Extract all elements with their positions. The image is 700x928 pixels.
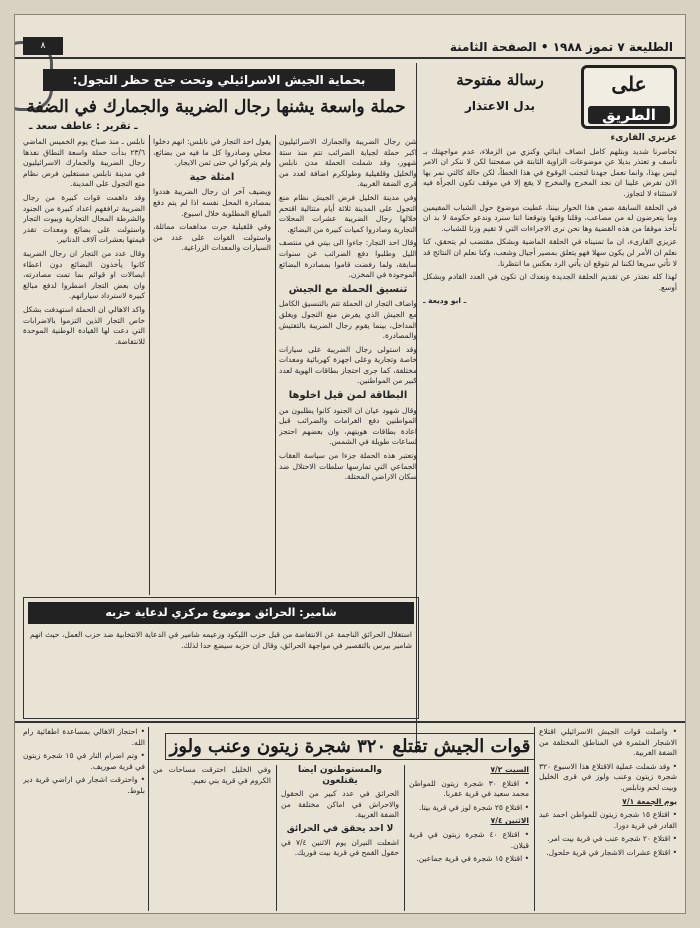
paragraph: وقد داهمت قوات كبيرة من رجال الضريبة ترافقهم اعداد كبيرة من الجنود والشرطة المحال التجارية وبيوت التجار واستولت على بضائع ومعدات تقدر قيمتها بعشرات آلاف الدنانير. xyxy=(23,192,145,245)
list-item: • وتم اضرام النار في ١٥ شجرة زيتون في قرية صوريف. xyxy=(23,751,145,772)
subhead-settlers: والمستوطنون ايضا يقتلعون xyxy=(298,765,382,786)
essay-paragraph: تحاصرنا شديد وبتلهم كامل انصاف ابنائي وكنزي من الزملاء، عدم مواجهتك بـ تأسف و تعتذر بديلا عن موضوعات الزاوية الثابتة في صفحتنا لكن لا ننكر ان الامر ليس بهذا، وانما نعمل جهدنا لتجنب الوقوع في هذا الخطأ، لكن حالة كالتي نمر بها الان تفرض علينا ان نجد المخرج والمخرج لا يقع إلا في موقف تكون الجرأة فيه لاستثناء لا لتجاوز. xyxy=(423,146,677,198)
column-rule xyxy=(149,135,150,595)
main-col-left xyxy=(23,137,145,591)
paragraph: وقال احد التجار: جاءوا الى بيتي في منتصف الليل وطلبوا دفع الضرائب عن سنوات سابقة، ولما رفضت قاموا بمصادرة البضائع الموجودة في المخزن. xyxy=(279,238,417,280)
essay-paragraph: لهذا كله نعتذر عن تقديم الحلقة الجديدة ونعدك ان تكون في العدد القادم وبشكل أوسع. xyxy=(423,272,677,292)
logo-top-text: على xyxy=(611,72,647,96)
essay-paragraph: في الحلقة السابقة ضمن هذا الحوار بيننا، غطيت موضوع حول الشباب المقيمين وما يتعرضون له من مصاعب، وقلنا وقتها وتوقعنا اننا سنرد وندعو حكومة لا بد ان تأخذ موقفا من هذه القضية وها نحن نرى الاجراءات التي لا تقيم وزنا للشباب. xyxy=(423,202,677,233)
list-item: • اقتلاع ٢٠ شجرة عنب في قرية بيت امر. xyxy=(539,834,677,845)
main-col-middle xyxy=(153,137,271,591)
subhead-id-cards: البطاقة لمن قيل اخلوها xyxy=(288,390,408,402)
paragraph: واضاف التجار ان الحملة تتم بالتنسيق الكامل مع الجيش الذي يفرض منع التجول ويغلق المداخل، بينما يقوم رجال الضريبة بالتفتيش والمصادرة. xyxy=(279,299,417,341)
paragraph: الحرائق في عدد كبير من الحقول والاحراش في اماكن مختلفة من الضفة الغربية. xyxy=(281,789,399,820)
byline: ـ تقرير : عاطف سعد ـ xyxy=(29,121,138,132)
list-item: • اقتلاع ١٥ شجرة زيتون للمواطن احمد عبد القادر في قرية دورا. xyxy=(539,810,677,831)
paragraph: وفي مدينة الخليل فرض الجيش نظام منع التجول على المدينة ثلاثة أيام متتالية اقتحم خلالها رجال الضريبة عشرات المحلات التجارية وصادروا كميات كبيرة من البضائع. xyxy=(279,192,417,234)
section-rule xyxy=(15,721,685,723)
list-item: • اقتلاع ١٥ شجرة في قرية جماعين. xyxy=(409,854,529,865)
bottom-col-mid-right xyxy=(409,765,529,911)
list-item: • اقتلاع ٢٥ شجرة لوز في قرية بيتا. xyxy=(409,803,529,814)
column-rule xyxy=(275,135,276,595)
shamir-box-title: شامير: الحرائق موضوع مركزي لدعاية حزبه xyxy=(28,602,414,624)
date-heading: الاثنين ٧/٤ xyxy=(490,816,529,826)
essay-signature: ـ ابو وديعة ـ xyxy=(423,296,467,306)
date-heading: يوم الجمعة ٧/١ xyxy=(622,796,677,806)
bottom-col-mid-left xyxy=(281,765,399,911)
bottom-headline: قوات الجيش تقتلع ٣٢٠ شجرة زيتون وعنب ولوز xyxy=(165,733,535,760)
paragraph: اشعلت النيران يوم الاثنين ٧/٤ في حقول القمح في قرية بيت فوريك. xyxy=(281,837,399,858)
main-headline: حملة واسعة يشنها رجال الضريبة والجمارك في الضفة xyxy=(26,97,406,117)
folio-line: الطليعة ٧ تموز ١٩٨٨ • الصفحة الثامنة xyxy=(449,40,673,54)
date-heading: السبت ٧/٢ xyxy=(490,765,529,774)
paragraph: وقال عدد من التجار ان رجال الضريبة كانوا يأخذون البضائع دون اعطاء ايصالات او قوائم بما تمت مصادرته، وان بعض التجار اضطروا لدفع مبالغ كبيرة لاسترداد سياراتهم. xyxy=(23,248,145,301)
subhead-examples: امثلة حية xyxy=(189,171,235,183)
subhead-fires: لا احد يحقق في الحرائق xyxy=(286,823,394,834)
column-rule xyxy=(276,765,277,911)
paragraph: واكد الاهالي ان الحملة استهدفت بشكل خاص التجار الذين التزموا بالاضرابات التي دعت لها القيادة الوطنية الموحدة للانتفاضة. xyxy=(23,304,145,346)
essay-title: رسالة مفتوحة xyxy=(456,71,544,89)
bottom-col-left xyxy=(153,765,271,911)
paragraph: ويضيف آخر ان رجال الضريبة هددوا بمصادرة المحل نفسه اذا لم يتم دفع المبالغ المطلوبة خلال اسبوع. xyxy=(153,187,271,218)
paragraph: وقال شهود عيان ان الجنود كانوا يطلبون من المواطنين دفع الغرامات والضرائب قبل اعادة بطاقات هويتهم، وان بعضهم احتجز لساعات طويلة في الشمس. xyxy=(279,405,417,447)
page-header xyxy=(15,37,685,59)
column-rule xyxy=(404,765,405,911)
column-rule xyxy=(148,727,149,911)
paragraph: وتعتبر هذه الحملة جزءا من سياسة العقاب الجماعي التي تمارسها سلطات الاحتلال ضد سكان الاراضي المحتلة. xyxy=(279,451,417,482)
column-logo xyxy=(581,65,677,129)
paragraph: وفي قلقيلية جرت مداهمات مماثلة، واستولت القوات على عدد من السيارات والمعدات الزراعية. xyxy=(153,222,271,253)
newspaper-page xyxy=(14,14,686,914)
shamir-box xyxy=(23,597,419,719)
subhead-coordination: تنسيق الحملة مع الجيش xyxy=(288,283,408,295)
main-col-right xyxy=(279,137,417,591)
list-item: • اقتلاع ٤٠ شجرة زيتون في قرية قبلان. xyxy=(409,830,529,851)
essay-paragraph: عزيزي القارىء، ان ما تمنيناه في الحلقة الماضية وبشكل مقتضب لم يتحقق، كنا نعلم ان الأمر لن يكون سهلا فهو يتعلق بمصير أجيال وشعب، وكنا نعلم ان النتائج قد لا تأتي سريعا لكننا لم نتوقع ان يأتي الرد بعكس ما انتظرنا. xyxy=(423,237,677,268)
essay-salutation: عزيزي القارىء xyxy=(610,133,677,143)
list-item: • اقتلاع ٣٠ شجرة زيتون للمواطن محمد سعيد في قرية عقربا. xyxy=(409,779,529,800)
list-item: • واحترقت اشجار في اراضي قرية دير بلوط. xyxy=(23,775,145,796)
main-banner: بحماية الجيش الاسرائيلي وتحت جنح حظر التجول: xyxy=(43,69,395,91)
paragraph: وفي الخليل احترقت مساحات من الكروم في قرية بني نعيم. xyxy=(153,765,271,785)
paragraph: يقول احد التجار في نابلس: انهم دخلوا محلي وصادروا كل ما فيه من بضائع، ولم يتركوا لي حتى ثمن الايجار. xyxy=(153,137,271,168)
list-item: • اقتلاع عشرات الاشجار في قرية حلحول. xyxy=(539,848,677,859)
column-rule xyxy=(534,727,535,911)
list-item: • احتجاز الاهالي بمساعدة اطفائية رام الله. xyxy=(23,727,145,748)
shamir-box-text: استغلال الحرائق الناجمة عن الانتفاضة من قبل حزب الليكود وزعيمه شامير في الدعاية الانتخابية ضد حزب العمل، حيث اتهم شامير بيرس بالتقصير في مواجهة الحرائق، وقال ان حزبه سيضع حدا لذلك. xyxy=(30,630,412,650)
paragraph: نابلس ـ منذ صباح يوم الخميس الماضي ٢٣/٦ بدأت حملة واسعة النطاق نفذها رجال الضريبة والجمارك الاسرائيليون في مدينة نابلس مستغلين فرض نظام منع التجول على المدينة. xyxy=(23,137,145,189)
essay-subtitle: بدل الاعتذار xyxy=(464,99,536,113)
paragraph: وقد استولى رجال الضريبة على سيارات خاصة وتجارية وعلى اجهزة كهربائية ومعدات مختلفة، كما جرى احتجاز بطاقات الهوية لعدد كبير من المواطنين. xyxy=(279,344,417,386)
list-item: • واصلت قوات الجيش الاسرائيلي اقتلاع الاشجار المثمرة في المناطق المختلفة من الضفة الغربية. xyxy=(539,727,677,759)
bottom-col-right xyxy=(539,727,677,911)
bottom-col-far-left xyxy=(23,727,145,911)
list-item: • وقد شملت عملية الاقتلاع هذا الاسبوع ٣٢٠ شجرة زيتون وعنب ولوز في قرى الخليل وبيت لحم ونابلس. xyxy=(539,762,677,794)
paragraph: شن رجال الضريبة والجمارك الاسرائيليون اكبر حملة لجباية الضرائب تتم منذ ستة شهور، وقد شملت الحملة مدن نابلس والخليل وقلقيلية وطولكرم اضافة لعدد من قرى الضفة الغربية. xyxy=(279,137,417,189)
page-tag: ٨ xyxy=(23,37,63,55)
logo-bottom-text: الطريق xyxy=(588,106,670,124)
essay-body xyxy=(423,133,677,733)
